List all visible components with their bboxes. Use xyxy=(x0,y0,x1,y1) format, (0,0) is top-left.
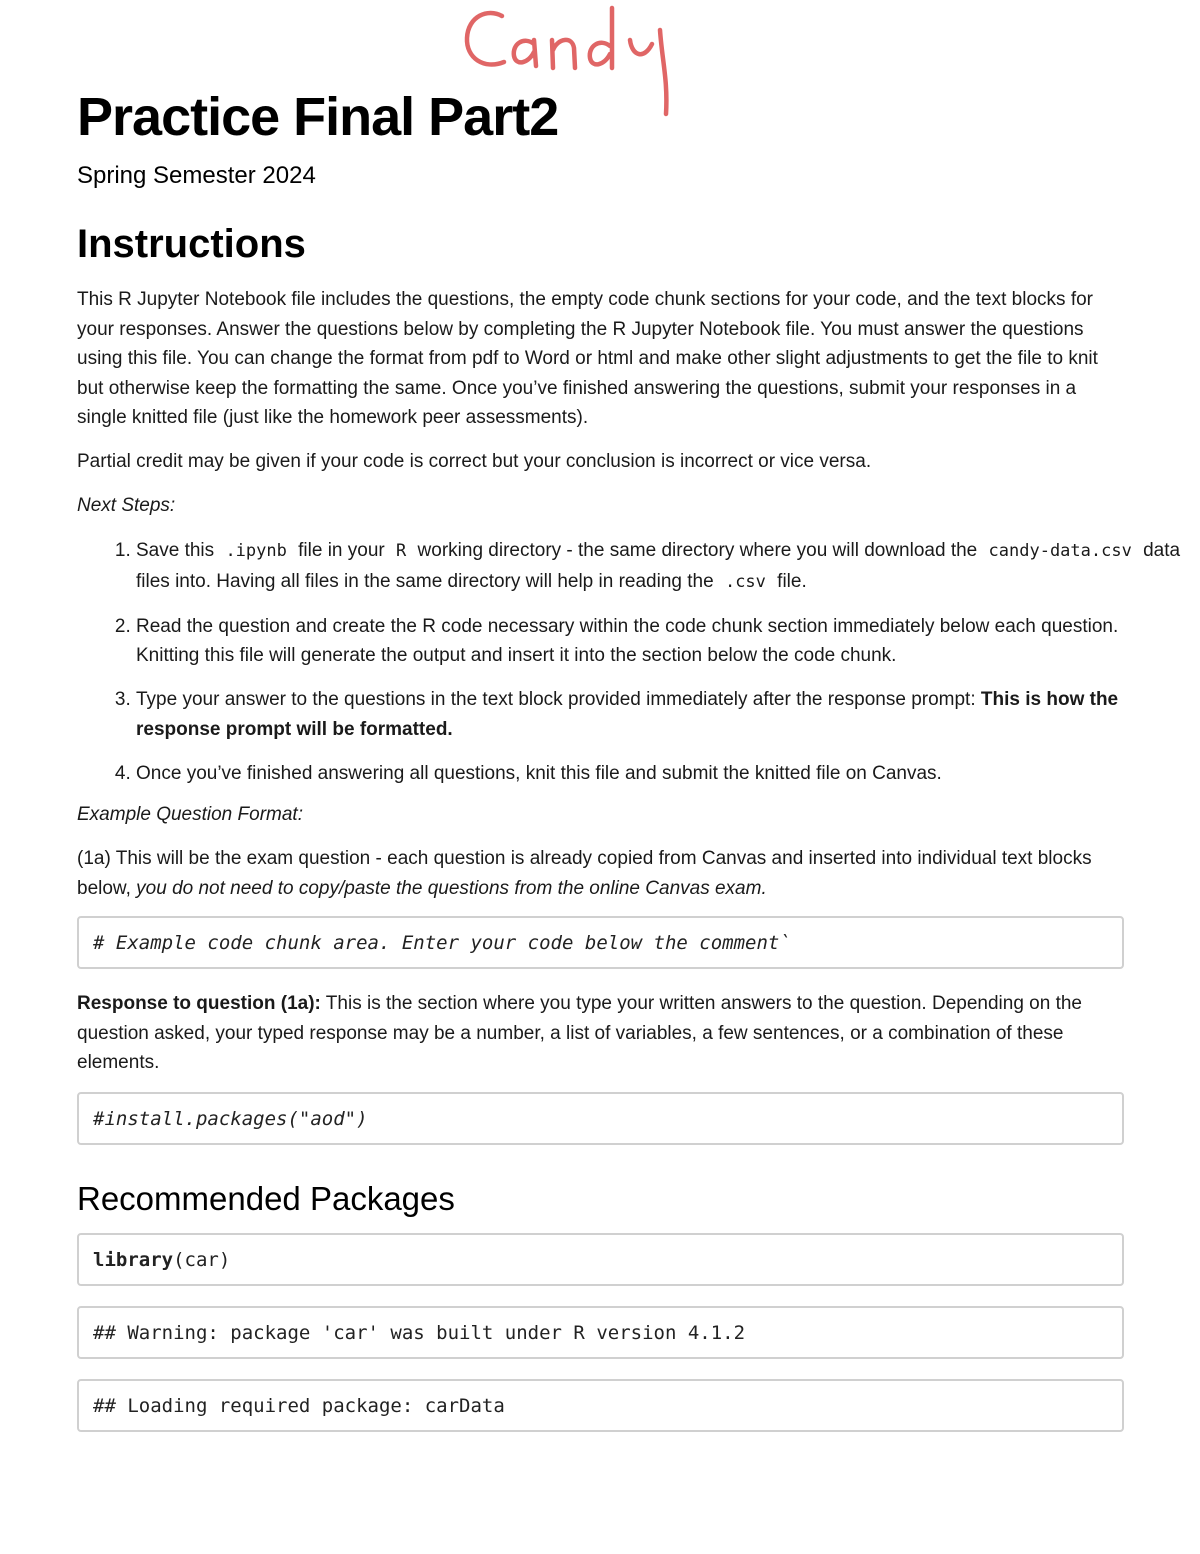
step1-text-d: data files into. Having all files in the same directory will help in reading the xyxy=(136,540,1181,592)
response-text: This is the section where you type your written answers to the question. Depending on the question asked, your typed response may be a number, a list of variables, a few sentences, or a combination of these elements. xyxy=(77,993,1083,1073)
code-comment: #install.packages("aod") xyxy=(93,1107,368,1130)
step1-text-b: file in your xyxy=(292,540,391,561)
list-item xyxy=(136,536,1183,597)
response-paragraph xyxy=(77,989,1124,1078)
instructions-paragraph: This R Jupyter Notebook file includes the questions, the empty code chunk sections for your code, and the text blocks for your responses. Answer the questions below by completing the R Jupyter Notebook file. You must answer the questions using this file. You can change the format from pdf to Word or html and make other slight adjustments to get the file to knit but otherwise keep the formatting the same. Once you’ve finished answering the questions, submit your responses in a single knitted file (just like the homework peer assessments). xyxy=(77,289,1098,428)
page-subtitle: Spring Semester 2024 xyxy=(77,162,316,189)
inline-code-ipynb: .ipynb xyxy=(225,541,287,561)
partial-credit-paragraph: Partial credit may be given if your code is correct but your conclusion is incorrect or vice versa. xyxy=(77,451,872,472)
output-warning xyxy=(77,1306,1124,1359)
next-steps-label: Next Steps: xyxy=(77,495,176,516)
page-title: Practice Final Part2 xyxy=(77,87,559,147)
output-text: ## Loading required package: carData xyxy=(93,1394,505,1417)
output-loading xyxy=(77,1379,1124,1432)
step3-text: Type your answer to the questions in the text block provided immediately after the response prompt: xyxy=(136,689,981,710)
step3-bold-text: This is how the response prompt will be formatted. xyxy=(136,689,1119,740)
code-argument: (car) xyxy=(173,1248,231,1271)
packages-heading: Recommended Packages xyxy=(77,1180,455,1217)
code-function: library xyxy=(93,1248,174,1271)
code-chunk-library xyxy=(77,1233,1124,1286)
step1-text-a: Save this xyxy=(136,540,220,561)
code-comment: # Example code chunk area. Enter your code below the comment` xyxy=(93,931,791,954)
inline-code-candy-data: candy-data.csv xyxy=(988,541,1132,561)
example-question-text: (1a) This will be the exam question - each question is already copied from Canvas and inserted into individual text blocks below, xyxy=(77,848,1092,899)
next-steps-list xyxy=(77,536,1183,803)
code-chunk-install xyxy=(77,1092,1124,1145)
example-question-paragraph xyxy=(77,844,1124,903)
step1-text-c: working directory - the same directory where you will download the xyxy=(412,540,983,561)
step4-text: Once you’ve finished answering all questions, knit this file and submit the knitted file on Canvas. xyxy=(136,762,942,784)
inline-code-csv: .csv xyxy=(724,571,766,592)
response-label: Response to question (1a): xyxy=(77,993,321,1014)
list-item xyxy=(136,759,1183,789)
list-item xyxy=(136,685,1183,744)
inline-code-r: R xyxy=(396,541,407,561)
example-question-italic: you do not need to copy/paste the questions from the online Canvas exam. xyxy=(136,877,767,899)
instructions-heading: Instructions xyxy=(77,222,306,266)
list-item xyxy=(136,612,1183,671)
code-chunk-example xyxy=(77,916,1124,969)
example-format-label: Example Question Format: xyxy=(77,804,303,825)
step1-text-e: file. xyxy=(771,570,807,592)
output-text: ## Warning: package 'car' was built under R version 4.1.2 xyxy=(93,1321,746,1344)
step2-text: Read the question and create the R code necessary within the code chunk section immediately below each question. Knitting this file will generate the output and insert it into the section below the code chunk. xyxy=(136,615,1119,666)
